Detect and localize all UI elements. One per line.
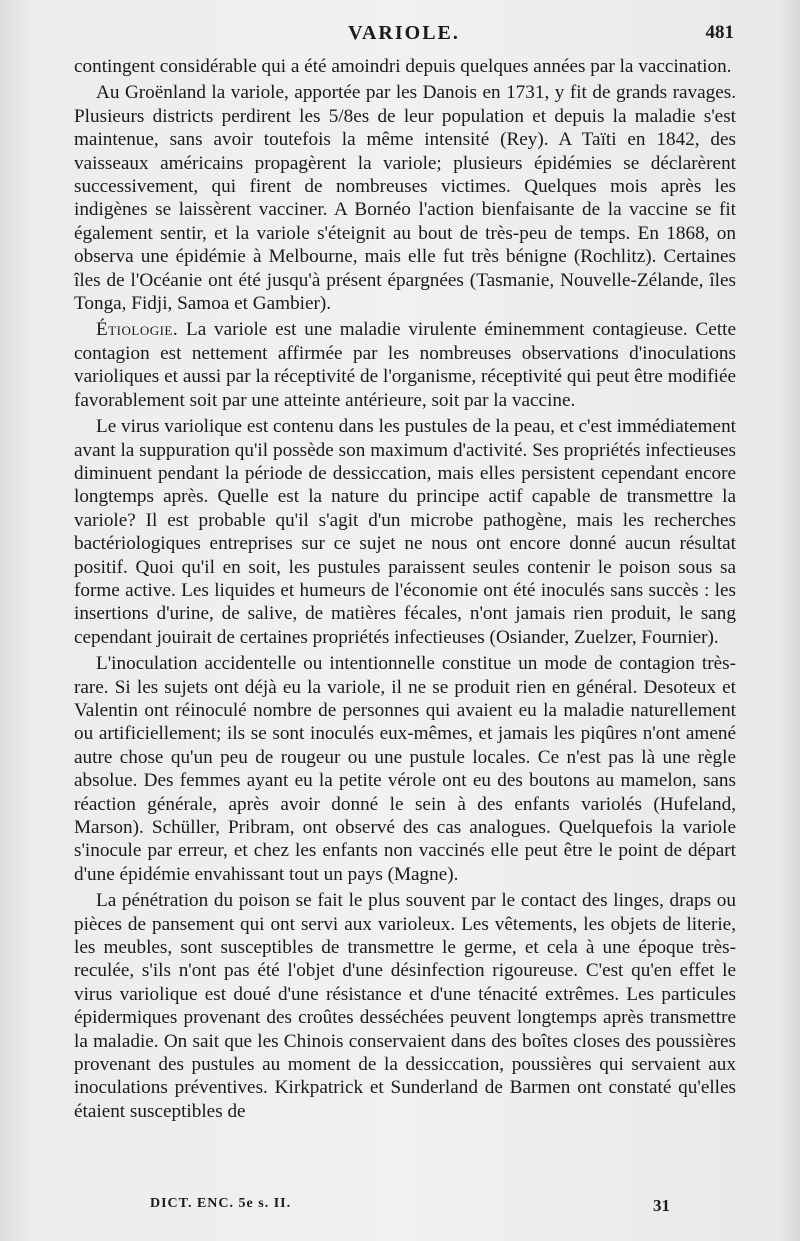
body-text xyxy=(74,55,736,1126)
paragraph-text: Le virus variolique est contenu dans les pustules de la peau, et c'est immédiatement avant la suppuration qu'il possède son maximum d'activité. Ses propriétés infectieuses diminuent pendant la période de dessiccation, mais elles persistent cependant encore longtemps après. Quelle est la nature du principe actif capable de transmettre la variole? Il est probable qu'il s'agit d'un microbe pathogène, mais les recherches bactériologiques entreprises sur ce sujet ne nous ont encore donné aucun résultat positif. Quoi qu'il en soit, les pustules paraissent seules contenir le poison sous sa forme active. Les liquides et humeurs de l'économie ont été inoculés sans succès : les insertions d'urine, de salive, de matières fécales, n'ont jamais rien produit, le sang cependant jouirait de certaines propriétés infectieuses (Osiander, Zuelzer, Fournier). xyxy=(74,416,736,648)
page-number: 481 xyxy=(705,22,734,43)
paragraph xyxy=(74,415,736,649)
paragraph-text: contingent considérable qui a été amoindri depuis quelques années par la vaccination. xyxy=(74,56,732,77)
paragraph-text: Au Groënland la variole, apportée par les Danois en 1731, y fit de grands ravages. Plusieurs districts perdirent les 5/8es de leur population et depuis la maladie s'est maintenue, sans avoir toutefois la même intensité (Rey). A Taïti en 1842, des vaisseaux américains propagèrent la variole; plusieurs épidémies se déclarèrent successivement, qui firent de nombreuses victimes. Quelques mois après les indigènes se laissèrent vacciner. A Bornéo l'action bienfaisante de la vaccine se fit également sentir, et la variole s'éteignit au bout de très-peu de temps. En 1868, on observa une épidémie à Melbourne, mais elle fut très bénigne (Rochlitz). Certaines îles de l'Océanie ont été jusqu'à présent épargnées (Tasmanie, Nouvelle-Zélande, îles Tonga, Fidji, Samoa et Gambier). xyxy=(74,82,736,315)
paragraph xyxy=(74,889,736,1123)
page-footer xyxy=(150,1196,670,1220)
paragraph-text: La variole est une maladie virulente éminemment contagieuse. Cette contagion est nettement affirmée par les nombreuses observations d'inoculations varioliques et aussi par la réceptivité de l'organisme, réceptivité qui peut être modifiée favorablement soit par une atteinte antérieure, soit par la vaccine. xyxy=(74,319,736,411)
paragraph-text: L'inoculation accidentelle ou intentionnelle constitue un mode de contagion très-rare. Si les sujets ont déjà eu la variole, il ne se produit rien en général. Desoteux et Valentin ont réinoculé nombre de personnes qui avaient eu la maladie naturellement ou artificiellement; ils se sont inoculés eux-mêmes, et jamais les piqûres n'ont amené autre chose qu'un peu de rougeur ou une pustule locales. Ce n'est pas là une règle absolue. Des femmes ayant eu la petite vérole ont eu des boutons au mamelon, sans réaction générale, après avoir donné le sein à des enfants variolés (Hufeland, Marson). Schüller, Pribram, ont observé des cas analogues. Quelquefois la variole s'inocule par erreur, et chez les enfants non vaccinés elle peut être le point de départ d'une épidémie envahissant tout un pays (Magne). xyxy=(74,653,736,885)
paragraph xyxy=(74,652,736,886)
sheet-number: 31 xyxy=(653,1196,670,1215)
paragraph xyxy=(74,55,736,78)
paragraph xyxy=(74,81,736,315)
printer-signature: DICT. ENC. 5e s. II. xyxy=(150,1196,292,1211)
running-title: VARIOLE. xyxy=(348,22,460,44)
page-header xyxy=(74,22,734,52)
paragraph-text: La pénétration du poison se fait le plus souvent par le contact des linges, draps ou pièces de pansement qui ont servi aux varioleux. Les vêtements, les objets de literie, les meubles, sont susceptibles de transmettre le germe, et cela à une époque très-reculée, s'ils n'ont pas été l'objet d'une désinfection rigoureuse. C'est qu'en effet le virus variolique est doué d'une résistance et d'une ténacité extrêmes. Les particules épidermiques provenant des croûtes desséchées peuvent longtemps après transmettre la maladie. On sait que les Chinois conservaient dans des boîtes closes des poussières provenant des pustules au moment de la dessiccation, poussières qui servaient aux inoculations préventives. Kirkpatrick et Sunderland de Barmen ont constaté qu'elles étaient susceptibles de xyxy=(74,890,736,1122)
paragraph-etiologie xyxy=(74,318,736,412)
section-heading: Étiologie. xyxy=(96,319,179,341)
